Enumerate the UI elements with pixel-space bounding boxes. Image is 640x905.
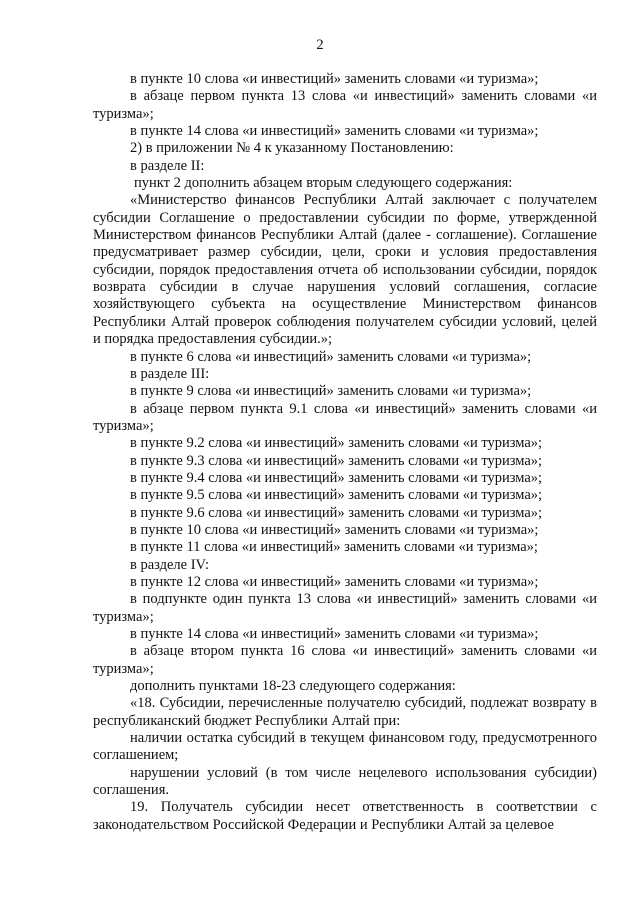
paragraph: в пункте 10 слова «и инвестиций» заменить словами «и туризма»; [130, 71, 539, 87]
paragraph: в абзаце первом пункта 9.1 слова «и инвестиций» заменить словами «и туризма»; [93, 400, 597, 434]
paragraph: в пункте 6 слова «и инвестиций» заменить словами «и туризма»; [130, 348, 532, 365]
paragraph: в пункте 9.3 слова «и инвестиций» заменить словами «и туризма»; [130, 452, 543, 469]
paragraph: пункт 2 дополнить абзацем вторым следующего содержания: [134, 175, 513, 192]
paragraph: 19. Получатель субсидии несет ответственность в соответствии с законодательством Российской Федерации и Республики Алтай за целевое [93, 799, 597, 833]
paragraph: в абзаце первом пункта 13 слова «и инвестиций» заменить словами «и туризма»; [93, 88, 597, 122]
paragraph: нарушении условий (в том числе нецелевого использования субсидии) соглашения. [93, 764, 597, 799]
paragraph: в абзаце втором пункта 16 слова «и инвестиций» заменить словами «и туризма»; [93, 643, 597, 677]
paragraph: «Министерство финансов Республики Алтай заключает с получателем субсидии Соглашение о предоставлении субсидии по форме, утвержденной Министерством финансов Республики Алтай (далее - соглашение). Соглашение предусматривает размер субсидии, цели, сроки и условия предоставления субсидии, порядок предоставления отчета об использовании субсидии, порядок возврата субсидии в случае нарушения условий соглашения, согласие хозяйствующего субъекта на осуществление Министерством финансов Республики Алтай проверок соблюдения получателем субсидии условий, целей и порядка предоставления субсидии.»; [93, 192, 597, 348]
paragraph: в подпункте один пункта 13 слова «и инвестиций» заменить словами «и туризма»; [93, 591, 597, 625]
paragraph: в пункте 14 слова «и инвестиций» заменить словами «и туризма»; [130, 123, 539, 140]
paragraph: наличии остатка субсидий в текущем финансовом году, предусмотренного соглашением; [93, 730, 597, 764]
paragraph: в пункте 9.2 слова «и инвестиций» заменить словами «и туризма»; [130, 435, 543, 452]
paragraph: в пункте 10 слова «и инвестиций» заменить словами «и туризма»; [130, 521, 539, 538]
paragraph: в разделе IV: [130, 556, 209, 573]
document-body [93, 71, 597, 834]
paragraph: в пункте 12 слова «и инвестиций» заменить словами «и туризма»; [130, 573, 539, 590]
paragraph: в пункте 9.4 слова «и инвестиций» заменить словами «и туризма»; [130, 469, 543, 486]
paragraph: в пункте 9 слова «и инвестиций» заменить словами «и туризма»; [130, 383, 532, 400]
paragraph: в пункте 11 слова «и инвестиций» заменить словами «и туризма»; [130, 539, 538, 556]
page-number: 2 [316, 37, 324, 53]
paragraph: в пункте 9.6 слова «и инвестиций» заменить словами «и туризма»; [130, 504, 543, 521]
paragraph: 2) в приложении № 4 к указанному Постановлению: [130, 140, 454, 157]
paragraph: дополнить пунктами 18-23 следующего содержания: [130, 678, 456, 695]
paragraph: в пункте 9.5 слова «и инвестиций» заменить словами «и туризма»; [130, 487, 543, 504]
paragraph: в пункте 14 слова «и инвестиций» заменить словами «и туризма»; [130, 626, 539, 642]
paragraph: «18. Субсидии, перечисленные получателю субсидий, подлежат возврату в республиканский бюджет Республики Алтай при: [93, 695, 597, 729]
paragraph: в разделе III: [130, 365, 210, 382]
paragraph: в разделе II: [130, 157, 205, 174]
